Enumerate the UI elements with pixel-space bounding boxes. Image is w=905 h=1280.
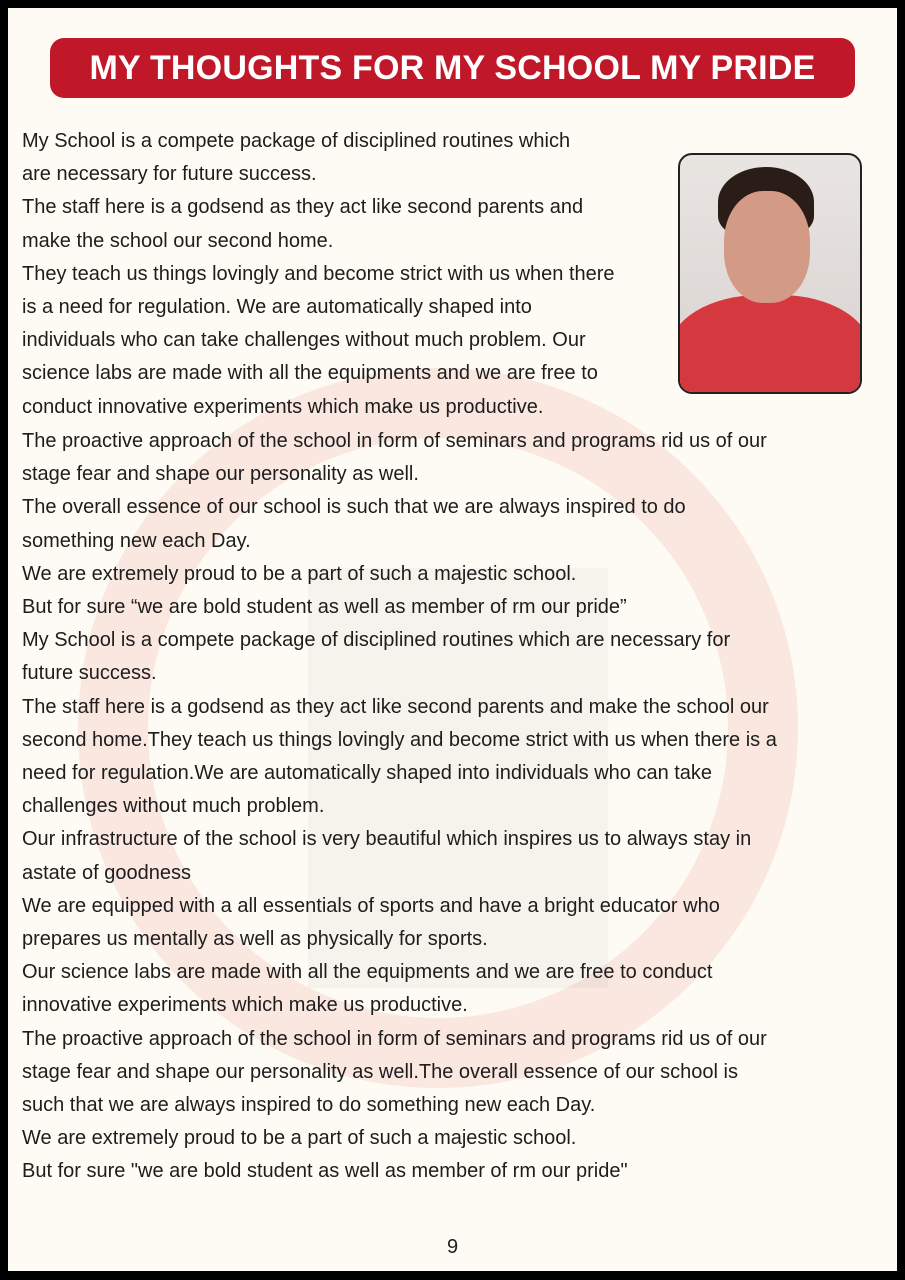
text-line: future success. <box>22 662 157 685</box>
text-line: individuals who can take challenges without much problem. Our <box>22 329 586 352</box>
page <box>8 8 897 1271</box>
text-line: The overall essence of our school is such that we are always inspired to do <box>22 496 686 519</box>
text-line: need for regulation.We are automatically shaped into individuals who can take <box>22 762 713 785</box>
text-line: make the school our second home. <box>22 229 334 252</box>
text-line: is a need for regulation. We are automatically shaped into <box>22 296 532 319</box>
text-line: prepares us mentally as well as physically for sports. <box>22 928 488 951</box>
text-line: Our science labs are made with all the equipments and we are free to conduct <box>22 961 713 984</box>
text-line: The staff here is a godsend as they act like second parents and <box>22 196 584 219</box>
text-line: second home.They teach us things lovingly and become strict with us when there is a <box>22 728 777 751</box>
text-line: But for sure "we are bold student as well as member of rm our pride" <box>22 1160 628 1183</box>
text-line: My School is a compete package of disciplined routines which are necessary for <box>22 629 731 652</box>
text-line: something new each Day. <box>22 529 251 552</box>
text-line: Our infrastructure of the school is very beautiful which inspires us to always stay in <box>22 828 752 851</box>
text-block-main <box>22 425 777 1189</box>
text-block-intro <box>22 125 615 424</box>
page-title: MY THOUGHTS FOR MY SCHOOL MY PRIDE <box>89 48 816 87</box>
text-line: challenges without much problem. <box>22 795 325 818</box>
text-line: astate of goodness <box>22 861 192 884</box>
text-line: stage fear and shape our personality as well. <box>22 463 419 486</box>
text-line: The proactive approach of the school in form of seminars and programs rid us of our <box>22 1027 767 1050</box>
text-line: innovative experiments which make us productive. <box>22 994 468 1017</box>
text-line: conduct innovative experiments which make us productive. <box>22 395 544 418</box>
text-line: such that we are always inspired to do something new each Day. <box>22 1094 596 1117</box>
text-line: The proactive approach of the school in form of seminars and programs rid us of our <box>22 430 767 452</box>
text-line: My School is a compete package of disciplined routines which <box>22 130 571 152</box>
text-line: are necessary for future success. <box>22 163 317 186</box>
text-line: We are equipped with a all essentials of sports and have a bright educator who <box>22 894 720 917</box>
text-line: We are extremely proud to be a part of such a majestic school. <box>22 1127 577 1150</box>
text-line: The staff here is a godsend as they act like second parents and make the school our <box>22 695 769 718</box>
text-line: science labs are made with all the equipments and we are free to <box>22 362 598 385</box>
title-banner <box>50 38 855 98</box>
text-line: But for sure “we are bold student as well as member of rm our pride” <box>22 596 627 619</box>
text-line: stage fear and shape our personality as well.The overall essence of our school is <box>22 1060 738 1083</box>
text-line: We are extremely proud to be a part of such a majestic school. <box>22 562 577 585</box>
page-number: 9 <box>446 1236 459 1258</box>
text-line: They teach us things lovingly and become strict with us when there <box>22 262 615 285</box>
student-photo <box>678 153 862 394</box>
